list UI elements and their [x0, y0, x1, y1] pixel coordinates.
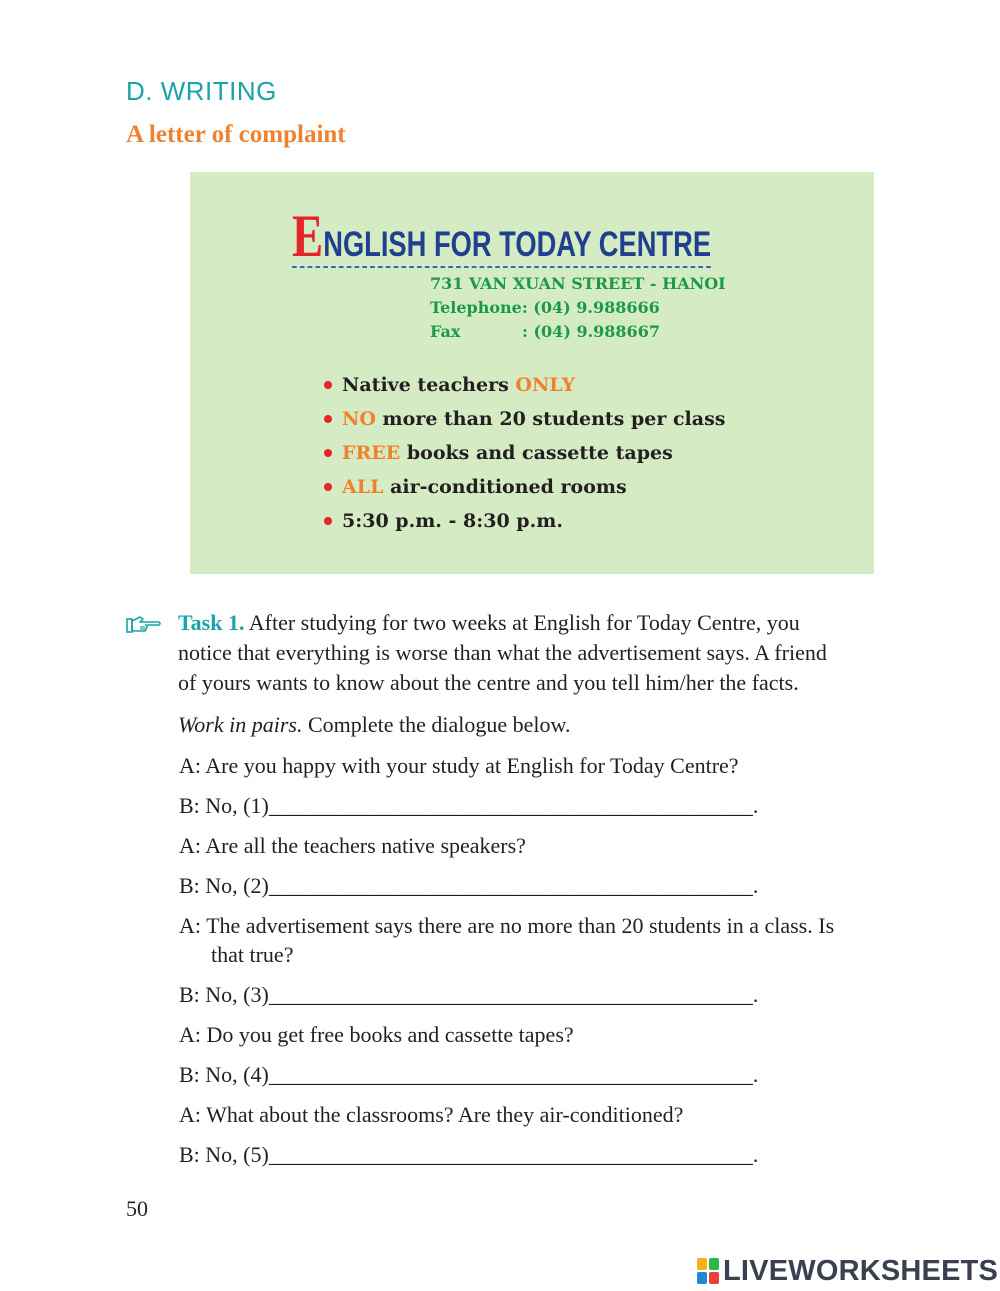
ad-fax: : (04) 9.988667 [522, 322, 660, 341]
dialogue-answer-5[interactable]: B: No, (5)____________________________________________. [179, 1142, 759, 1167]
bullet-icon [324, 381, 332, 389]
ad-title-initial: E [292, 203, 324, 269]
bullet-icon [324, 483, 332, 491]
instruction-text: Complete the dialogue below. [302, 712, 571, 737]
ad-telephone-label: Telephone: [430, 298, 528, 317]
feature-highlight: ALL [342, 476, 384, 498]
feature-item [324, 368, 725, 402]
bullet-icon [324, 517, 332, 525]
ad-telephone: (04) 9.988666 [533, 298, 660, 317]
task-line-1 [178, 608, 878, 638]
ad-telephone-row [430, 296, 726, 320]
advertisement [190, 172, 874, 574]
task-line-3: of yours wants to know about the centre and you tell him/her the facts. [178, 670, 799, 695]
dialogue-answer-1[interactable]: B: No, (1)____________________________________________. [179, 793, 759, 818]
page-number: 50 [126, 1196, 148, 1221]
feature-item [324, 504, 725, 538]
feature-highlight: FREE [342, 442, 401, 464]
brand-logo [697, 1255, 998, 1288]
feature-text: air-conditioned rooms [383, 476, 627, 498]
feature-text: books and cassette tapes [400, 442, 673, 464]
liveworksheets-logo-icon [697, 1258, 721, 1284]
dialogue-answer-4[interactable]: B: No, (4)____________________________________________. [179, 1062, 759, 1087]
brand-name: LIVEWORKSHEETS [723, 1255, 999, 1287]
section-title: D. WRITING [126, 76, 277, 106]
subtitle: A letter of complaint [126, 121, 346, 148]
bullet-icon [324, 449, 332, 457]
pointing-hand-icon [126, 613, 162, 635]
ad-title [292, 203, 712, 269]
dialogue-line: A: Are you happy with your study at English for Today Centre? [179, 753, 739, 778]
dialogue-answer-3[interactable]: B: No, (3)____________________________________________. [179, 982, 759, 1007]
dialogue-line: A: Do you get free books and cassette tapes? [179, 1022, 574, 1047]
ad-contact-info [430, 272, 726, 344]
feature-item [324, 436, 725, 470]
feature-text: 5:30 p.m. - 8:30 p.m. [342, 510, 563, 532]
dialogue-line: A: The advertisement says there are no more than 20 students in a class. Is that true? [179, 913, 835, 967]
ad-fax-label: Fax [430, 322, 461, 341]
task-line-2: notice that everything is worse than what the advertisement says. A friend [178, 640, 827, 665]
ad-address: 731 VAN XUAN STREET - HANOI [430, 274, 726, 293]
feature-text: Native teachers [342, 374, 516, 396]
feature-highlight: NO [342, 408, 376, 430]
dialogue-answer-2[interactable]: B: No, (2)____________________________________________. [179, 873, 759, 898]
dialogue-line: A: What about the classrooms? Are they air-conditioned? [179, 1102, 684, 1127]
dialogue [179, 751, 879, 1180]
ad-title-rest: NGLISH FOR TODAY CENTRE [323, 225, 712, 264]
feature-item [324, 402, 725, 436]
task-label: Task 1. [178, 610, 245, 635]
task-paragraph [178, 608, 878, 740]
feature-text: more than 20 students per class [375, 408, 726, 430]
feature-item [324, 470, 725, 504]
feature-highlight-end: ONLY [515, 374, 576, 396]
dialogue-line: A: Are all the teachers native speakers? [179, 833, 526, 858]
ad-fax-row [430, 320, 726, 344]
task-text-1: After studying for two weeks at English for Today Centre, you [244, 610, 800, 635]
bullet-icon [324, 415, 332, 423]
task-instruction [178, 710, 878, 740]
instruction-italic: Work in pairs. [178, 712, 303, 737]
ad-features [324, 368, 725, 538]
